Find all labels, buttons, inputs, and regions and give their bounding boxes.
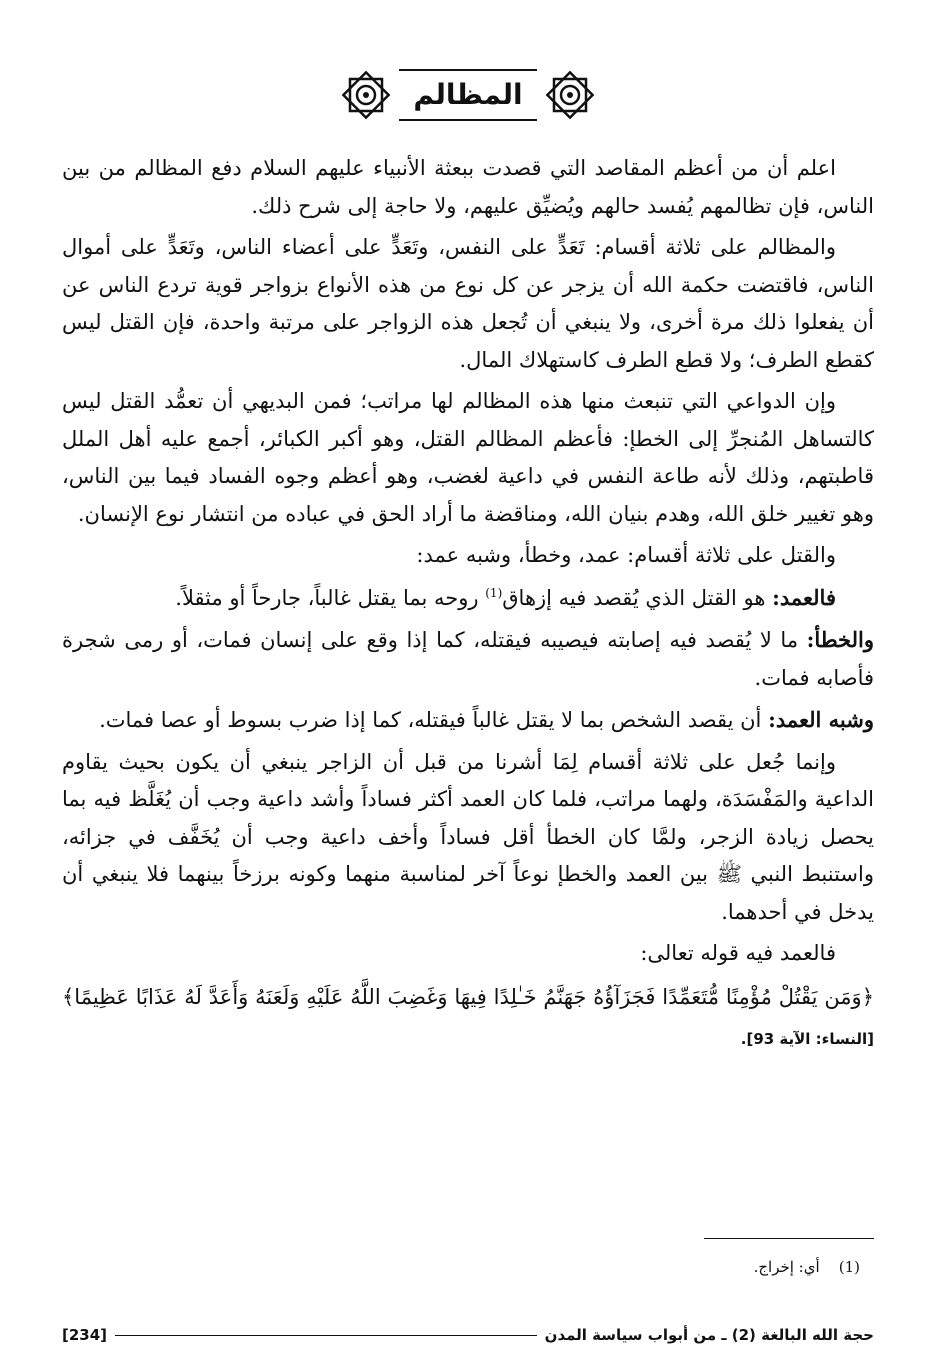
chapter-title: المظالم — [399, 69, 536, 121]
term-amd: فالعمد: — [772, 584, 836, 610]
footnote-text: أي: إخراج. — [753, 1258, 820, 1276]
quran-verse — [62, 977, 874, 1059]
definition-shibh-amd: وشبه العمد: أن يقصد الشخص بما لا يقتل غالباً فيقتله، كما إذا ضرب بسوط أو عصا فمات. — [99, 707, 874, 732]
running-title: حجة الله البالغة (2) ـ من أبواب سياسة المدن — [544, 1326, 874, 1344]
footer-rule — [115, 1335, 537, 1336]
definition-khata: والخطأ: ما لا يُقصد فيه إصابته فيصيبه فيقتله، كما إذا وقع على إنسان فمات، أو رمى شجرة فأصابه فمات. — [62, 627, 874, 690]
footnote-number: (1) — [838, 1258, 860, 1276]
verse-text: ﴿وَمَن يَقْتُلْ مُؤْمِنًا مُّتَعَمِّدًا فَجَزَآؤُهُ جَهَنَّمُ خَـٰلِدًا فِيهَا وَغَضِبَ اللَّهُ عَلَيْهِ وَلَعَنَهُ وَأَعَدَّ لَهُ عَذَابًا عَظِيمًا﴾ — [62, 984, 874, 1009]
page-footer — [62, 1320, 874, 1350]
paragraph-reasoning: وإنما جُعل على ثلاثة أقسام لِمَا أشرنا من قبل أن الزاجر ينبغي أن يكون بحيث يقاوم الداعية والمَفْسَدَة، ولهما مراتب، فلما كان العمد أكثر فساداً وأشد داعية وجب أن يُغَلَّظ فيه بما يحصل زيادة الزجر، ولمَّا كان الخطأ أقل فساداً وأخف داعية وجب أن يُخَفَّف في جزائه، واستنبط النبي ﷺ بين العمد والخطإ نوعاً آخر لمناسبة منهما وكونه برزخاً بينهما فلا ينبغي أن يدخل في أحدهما. — [62, 749, 874, 924]
definition-amd: فالعمد: هو القتل الذي يُقصد فيه إزهاق$^{(1)}$ روحه بما يقتل غالباً، جارحاً أو مثقلاً. — [175, 584, 836, 610]
paragraph-verse-intro: فالعمد فيه قوله تعالى: — [640, 941, 836, 965]
paragraph-categories: والمظالم على ثلاثة أقسام: تَعَدٍّ على النفس، وتَعَدٍّ على أعضاء الناس، وتَعَدٍّ على أموال الناس، فاقتضت حكمة الله أن يزجر عن كل نوع من هذه الأنواع بزواجر قوية تردع الناس عن أن يفعلوا ذلك مرة أخرى، ولا ينبغي أن تُجعل هذه الزواجر على مرتبة واحدة، فإن القتل ليس كقطع الطرف؛ ولا قطع الطرف كاستهلاك المال. — [62, 235, 874, 372]
main-text — [62, 150, 874, 1063]
footnote-divider — [704, 1238, 874, 1239]
term-khata: والخطأ: — [806, 627, 874, 652]
octagram-rosette-icon — [543, 68, 597, 122]
paragraph-intro: اعلم أن من أعظم المقاصد التي قصدت ببعثة الأنبياء عليهم السلام دفع المظالم من بين الناس، فإن تظالمهم يُفسد حالهم ويُضيِّق عليهم، ولا حاجة إلى شرح ذلك. — [62, 156, 874, 218]
paragraph-killing-types: والقتل على ثلاثة أقسام: عمد، وخطأ، وشبه عمد: — [416, 543, 836, 567]
page-number: [234] — [62, 1326, 108, 1344]
footnote — [754, 1258, 860, 1276]
octagram-rosette-icon — [339, 68, 393, 122]
verse-reference: [النساء: الآية 93]. — [740, 1029, 874, 1048]
chapter-header — [62, 60, 874, 130]
footnote-marker: (1) — [485, 585, 503, 600]
document-page — [62, 50, 874, 1350]
paragraph-motives: وإن الدواعي التي تنبعث منها هذه المظالم لها مراتب؛ فمن البديهي أن تعمُّد القتل ليس كالتساهل المُنجرِّ إلى الخطإ: فأعظم المظالم القتل، وهو أكبر الكبائر، أجمع عليه أهل الملل قاطبتهم، وذلك لأنه طاعة النفس في داعية لغضب، وهو أعظم وجوه الفساد فيما بين الناس، وهو تغيير خلق الله، وهدم بنيان الله، ومناقضة ما أراد الحق في عباده من انتشار نوع الإنسان. — [62, 389, 874, 526]
term-shibh-amd: وشبه العمد: — [768, 707, 874, 732]
